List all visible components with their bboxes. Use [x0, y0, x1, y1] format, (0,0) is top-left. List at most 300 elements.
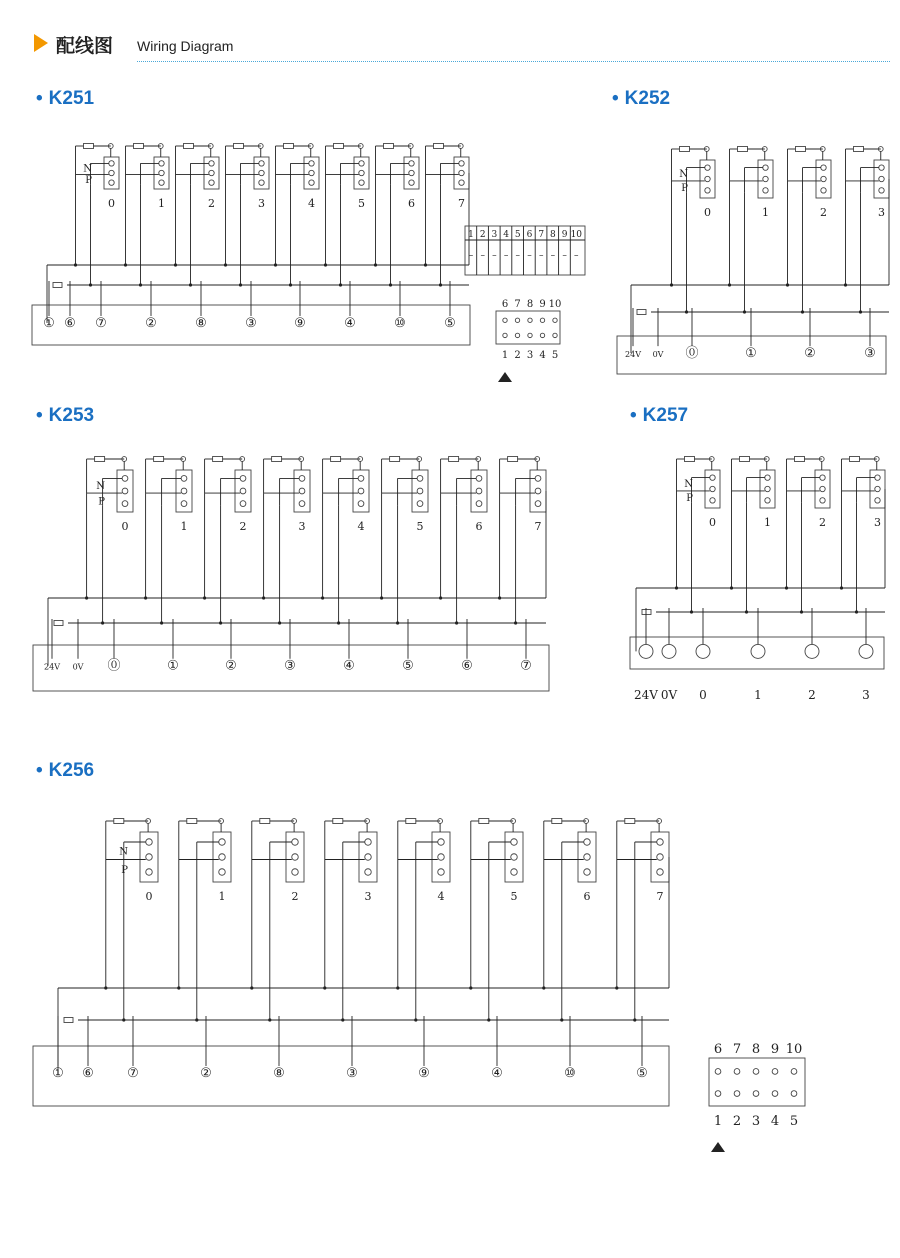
socket-unit	[500, 457, 546, 534]
connector-pin-hole	[540, 318, 544, 322]
connector-bottom-pin-number: 3	[751, 1114, 761, 1129]
header-title-en: Wiring Diagram	[137, 38, 234, 54]
resistor	[234, 144, 244, 149]
socket-body	[454, 157, 469, 189]
socket-body	[140, 832, 158, 882]
resistor	[390, 457, 400, 462]
terminal-label: 24V	[625, 350, 641, 360]
socket-hole	[109, 161, 114, 166]
label-n: N	[684, 479, 693, 491]
terminal-screw	[859, 644, 873, 658]
terminal-screw	[662, 644, 676, 658]
socket-body	[874, 160, 889, 198]
socket-hole	[358, 488, 364, 494]
pin-table-number: 6	[526, 230, 533, 240]
socket-label: 6	[475, 520, 483, 533]
socket-label: 0	[704, 206, 711, 219]
label-n: N	[679, 169, 688, 181]
terminal-label: ⑦	[127, 1066, 139, 1081]
connector-bottom-pin-number: 5	[551, 350, 559, 361]
header-title-cn: 配线图	[56, 35, 114, 57]
socket-hole	[584, 869, 590, 875]
diagram-k251	[32, 144, 470, 346]
socket-unit	[544, 819, 596, 904]
connector-bottom-pin-number: 2	[514, 350, 521, 361]
connector-pinout-small	[496, 299, 561, 382]
connector-pin-hole	[503, 333, 507, 337]
connector-pin-hole	[772, 1069, 778, 1075]
socket-hole	[209, 170, 214, 175]
socket-body	[578, 832, 596, 882]
terminal-label: ⑩	[394, 316, 406, 331]
socket-hole	[821, 165, 826, 170]
socket-label: 2	[820, 206, 827, 219]
resistor	[213, 457, 223, 462]
resistor	[184, 144, 194, 149]
socket-hole	[476, 476, 482, 482]
socket-hole	[146, 854, 152, 860]
socket-hole	[309, 180, 314, 185]
socket-hole	[365, 839, 371, 845]
connector-pin-hole	[772, 1091, 778, 1097]
resistor	[795, 457, 805, 462]
resistor	[333, 819, 343, 824]
socket-unit	[382, 457, 428, 534]
socket-hole	[181, 501, 187, 507]
terminal-label: 0V	[660, 688, 678, 702]
socket-body	[286, 832, 304, 882]
socket-hole	[309, 170, 314, 175]
socket-label: 3	[298, 520, 306, 533]
socket-label: 0	[709, 516, 716, 529]
model-title-k256: • K256	[36, 760, 95, 781]
socket-hole	[511, 839, 517, 845]
socket-hole	[765, 498, 770, 503]
terminal-label: ④	[343, 658, 355, 674]
socket-hole	[292, 839, 298, 845]
model-title-k252: • K252	[612, 88, 671, 109]
socket-body	[404, 157, 419, 189]
connector-bottom-pin-number: 2	[732, 1114, 742, 1129]
socket-label: 1	[764, 516, 771, 529]
socket-hole	[292, 869, 298, 875]
socket-hole	[358, 501, 364, 507]
socket-label: 5	[510, 890, 518, 903]
socket-label: 1	[180, 520, 188, 533]
terminal-label: 2	[808, 688, 816, 702]
resistor	[187, 819, 197, 824]
resistor	[854, 147, 864, 152]
terminal-label: ⑥	[64, 316, 76, 331]
pin-table-cell: –	[515, 251, 521, 261]
terminal-label: ⑧	[195, 316, 207, 331]
socket-hole	[705, 188, 710, 193]
socket-hole	[122, 488, 128, 494]
socket-label: 7	[656, 890, 664, 903]
terminal-label: ②	[200, 1066, 212, 1081]
socket-body	[651, 832, 669, 882]
socket-unit	[276, 144, 320, 211]
socket-hole	[209, 180, 214, 185]
socket-body	[204, 157, 219, 189]
socket-unit	[226, 144, 270, 211]
resistor	[54, 621, 63, 626]
pin-table-cell: –	[480, 251, 485, 261]
resistor	[272, 457, 282, 462]
resistor	[114, 819, 124, 824]
socket-hole	[710, 475, 715, 480]
socket-hole	[259, 180, 264, 185]
socket-unit	[788, 147, 832, 220]
terminal-label: ④	[491, 1066, 503, 1081]
resistor	[796, 147, 806, 152]
socket-hole	[409, 180, 414, 185]
terminal-label: ③	[346, 1066, 358, 1081]
socket-hole	[657, 854, 663, 860]
connector-pin-hole	[540, 333, 544, 337]
socket-label: 4	[437, 890, 445, 903]
resistor	[384, 144, 394, 149]
pin-table-number: 3	[491, 230, 498, 240]
socket-unit	[76, 144, 120, 211]
connector-pinout-large	[709, 1042, 805, 1152]
connector-top-pin-number: 8	[526, 299, 534, 310]
diagram-k253	[33, 457, 549, 692]
model-title-k253: • K253	[36, 405, 95, 426]
socket-unit	[617, 819, 669, 904]
resistor	[625, 819, 635, 824]
socket-unit	[398, 819, 450, 904]
terminal-label: ⑨	[294, 316, 306, 331]
terminal-label: 1	[754, 688, 762, 702]
terminal-label: ②	[804, 346, 816, 362]
resistor	[740, 457, 750, 462]
socket-hole	[409, 161, 414, 166]
socket-label: 3	[258, 197, 265, 210]
socket-hole	[417, 501, 423, 507]
socket-unit	[176, 144, 220, 211]
pin-table-cell: –	[550, 251, 556, 261]
socket-hole	[535, 476, 541, 482]
pin-one-marker-icon	[498, 372, 512, 382]
terminal-label: ⑤	[444, 316, 456, 331]
socket-hole	[710, 486, 715, 491]
pin-one-marker-icon	[711, 1142, 725, 1152]
resistor	[260, 819, 270, 824]
socket-label: 5	[358, 197, 365, 210]
socket-unit	[205, 457, 251, 534]
socket-unit	[252, 819, 304, 904]
socket-hole	[875, 475, 880, 480]
resistor	[406, 819, 416, 824]
resistor	[134, 144, 144, 149]
socket-hole	[146, 839, 152, 845]
terminal-label: ⑦	[95, 316, 107, 331]
socket-body	[213, 832, 231, 882]
connector-pin-hole	[734, 1069, 740, 1075]
pin-table	[465, 226, 585, 275]
terminal-label: ⑩	[564, 1066, 576, 1081]
label-p: P	[686, 493, 693, 505]
connector-top-pin-number: 10	[548, 299, 562, 310]
connector-top-pin-number: 7	[732, 1042, 742, 1057]
label-p: P	[98, 496, 105, 508]
diagram-k252	[617, 147, 889, 375]
socket-hole	[657, 839, 663, 845]
socket-hole	[511, 854, 517, 860]
terminal-screw	[751, 644, 765, 658]
model-title-k251: • K251	[36, 88, 95, 109]
bullet-dot: •	[612, 88, 619, 109]
connector-top-pin-number: 6	[501, 299, 509, 310]
pin-table-cell: –	[492, 251, 497, 261]
resistor	[738, 147, 748, 152]
socket-hole	[219, 839, 225, 845]
socket-label: 0	[108, 197, 115, 210]
socket-body	[700, 160, 715, 198]
terminal-label: ③	[864, 346, 876, 362]
terminal-label: ②	[145, 316, 157, 331]
socket-body	[176, 470, 192, 512]
socket-body	[530, 470, 546, 512]
socket-hole	[875, 498, 880, 503]
connector-pin-hole	[553, 318, 557, 322]
resistor	[850, 457, 860, 462]
socket-hole	[875, 486, 880, 491]
connector-pin-hole	[528, 333, 532, 337]
socket-unit	[326, 144, 370, 211]
resistor	[637, 310, 646, 315]
socket-hole	[763, 165, 768, 170]
socket-unit	[126, 144, 170, 211]
terminal-label: ⓪	[685, 346, 699, 362]
label-n: N	[83, 163, 92, 175]
terminal-label: ①	[745, 346, 757, 362]
connector-body	[709, 1058, 805, 1106]
connector-top-pin-number: 6	[713, 1042, 723, 1057]
pin-table-number: 5	[514, 230, 521, 240]
terminal-screw	[639, 644, 653, 658]
socket-hole	[459, 161, 464, 166]
connector-pin-hole	[515, 333, 519, 337]
terminal-label: ⑥	[82, 1066, 94, 1081]
connector-top-pin-number: 8	[751, 1042, 761, 1057]
terminal-label: ③	[284, 658, 296, 674]
socket-body	[816, 160, 831, 198]
socket-body	[505, 832, 523, 882]
socket-hole	[584, 839, 590, 845]
socket-hole	[535, 501, 541, 507]
socket-hole	[365, 854, 371, 860]
socket-hole	[259, 161, 264, 166]
terminal-label: ③	[245, 316, 257, 331]
socket-hole	[511, 869, 517, 875]
socket-label: 3	[878, 206, 885, 219]
socket-body	[294, 470, 310, 512]
socket-label: 6	[408, 197, 415, 210]
socket-hole	[292, 854, 298, 860]
socket-hole	[820, 498, 825, 503]
socket-hole	[109, 170, 114, 175]
connector-pin-hole	[515, 318, 519, 322]
connector-top-pin-number: 10	[785, 1042, 803, 1057]
socket-hole	[159, 170, 164, 175]
socket-label: 1	[218, 890, 226, 903]
resistor	[95, 457, 105, 462]
socket-unit	[106, 819, 158, 904]
connector-bottom-pin-number: 3	[526, 350, 534, 361]
socket-hole	[438, 869, 444, 875]
socket-unit	[264, 457, 310, 534]
terminal-label: 0V	[652, 350, 664, 360]
resistor	[84, 144, 94, 149]
terminal-block	[630, 637, 884, 669]
socket-hole	[299, 488, 305, 494]
socket-hole	[535, 488, 541, 494]
socket-hole	[109, 180, 114, 185]
socket-hole	[765, 486, 770, 491]
terminal-label: 0V	[72, 662, 84, 672]
socket-hole	[438, 854, 444, 860]
socket-body	[154, 157, 169, 189]
terminal-label: ⑦	[520, 658, 532, 674]
socket-unit	[426, 144, 470, 211]
socket-body	[104, 157, 119, 189]
connector-pin-hole	[715, 1069, 721, 1075]
socket-label: 0	[121, 520, 129, 533]
socket-hole	[409, 170, 414, 175]
bullet-dot: •	[36, 760, 43, 781]
connector-top-pin-number: 9	[539, 299, 546, 310]
socket-body	[354, 157, 369, 189]
resistor	[479, 819, 489, 824]
socket-hole	[209, 161, 214, 166]
model-title-k257: • K257	[630, 405, 689, 426]
socket-hole	[763, 176, 768, 181]
socket-label: 2	[239, 520, 247, 533]
socket-label: 7	[458, 197, 465, 210]
label-n: N	[96, 480, 105, 492]
socket-hole	[299, 476, 305, 482]
socket-hole	[705, 165, 710, 170]
bullet-dot: •	[36, 405, 43, 426]
connector-top-pin-number: 9	[770, 1042, 780, 1057]
connector-pin-hole	[791, 1069, 797, 1075]
terminal-label: ⑧	[273, 1066, 285, 1081]
terminal-label: 24V	[634, 688, 658, 702]
socket-hole	[358, 476, 364, 482]
connector-pin-hole	[503, 318, 507, 322]
socket-body	[235, 470, 251, 512]
terminal-label: ①	[43, 316, 55, 331]
socket-body	[471, 470, 487, 512]
socket-body	[705, 470, 720, 508]
socket-hole	[365, 869, 371, 875]
socket-unit	[323, 457, 369, 534]
socket-hole	[705, 176, 710, 181]
socket-label: 2	[291, 890, 299, 903]
socket-hole	[240, 488, 246, 494]
diagram-k256	[33, 819, 669, 1107]
socket-unit	[441, 457, 487, 534]
socket-label: 6	[583, 890, 591, 903]
socket-hole	[181, 488, 187, 494]
bullet-dot: •	[630, 405, 637, 426]
socket-body	[254, 157, 269, 189]
terminal-label: 0	[699, 688, 707, 702]
socket-label: 1	[158, 197, 165, 210]
socket-label: 7	[534, 520, 542, 533]
socket-hole	[181, 476, 187, 482]
socket-body	[815, 470, 830, 508]
socket-hole	[299, 501, 305, 507]
pin-table-number: 7	[538, 230, 545, 240]
connector-pin-hole	[791, 1091, 797, 1097]
socket-hole	[219, 869, 225, 875]
socket-unit	[787, 457, 831, 530]
socket-unit	[87, 457, 133, 534]
socket-body	[758, 160, 773, 198]
socket-label: 0	[145, 890, 153, 903]
resistor	[685, 457, 695, 462]
connector-body	[496, 311, 560, 344]
socket-label: 4	[357, 520, 365, 533]
terminal-label: 24V	[44, 662, 60, 672]
pin-table-cell: –	[574, 251, 579, 261]
connector-bottom-pin-number: 4	[770, 1114, 780, 1129]
socket-hole	[240, 501, 246, 507]
label-p: P	[85, 175, 92, 187]
socket-hole	[438, 839, 444, 845]
pin-table-number: 8	[550, 230, 556, 240]
socket-hole	[879, 176, 884, 181]
connector-pin-hole	[528, 318, 532, 322]
socket-hole	[657, 869, 663, 875]
label-n: N	[119, 846, 128, 858]
connector-pin-hole	[753, 1069, 759, 1075]
terminal-label: ⑨	[418, 1066, 430, 1081]
pin-table-number: 9	[561, 230, 568, 240]
terminal-label: ①	[167, 658, 179, 674]
socket-hole	[710, 498, 715, 503]
resistor	[434, 144, 444, 149]
pin-table-cell: –	[503, 251, 509, 261]
socket-hole	[417, 476, 423, 482]
socket-hole	[159, 180, 164, 185]
pin-table-cell: –	[468, 251, 474, 261]
socket-hole	[122, 476, 128, 482]
socket-hole	[820, 475, 825, 480]
terminal-screw	[696, 644, 710, 658]
resistor	[53, 283, 62, 288]
socket-hole	[417, 488, 423, 494]
pin-table-number: 10	[570, 230, 583, 240]
resistor	[449, 457, 459, 462]
connector-pin-hole	[553, 333, 557, 337]
socket-hole	[476, 501, 482, 507]
socket-body	[412, 470, 428, 512]
socket-hole	[240, 476, 246, 482]
pin-table-number: 4	[503, 230, 509, 240]
socket-hole	[159, 161, 164, 166]
socket-label: 2	[819, 516, 826, 529]
connector-bottom-pin-number: 1	[501, 350, 509, 361]
socket-hole	[821, 188, 826, 193]
socket-body	[870, 470, 885, 508]
resistor	[642, 610, 651, 615]
socket-hole	[584, 854, 590, 860]
socket-label: 4	[308, 197, 315, 210]
